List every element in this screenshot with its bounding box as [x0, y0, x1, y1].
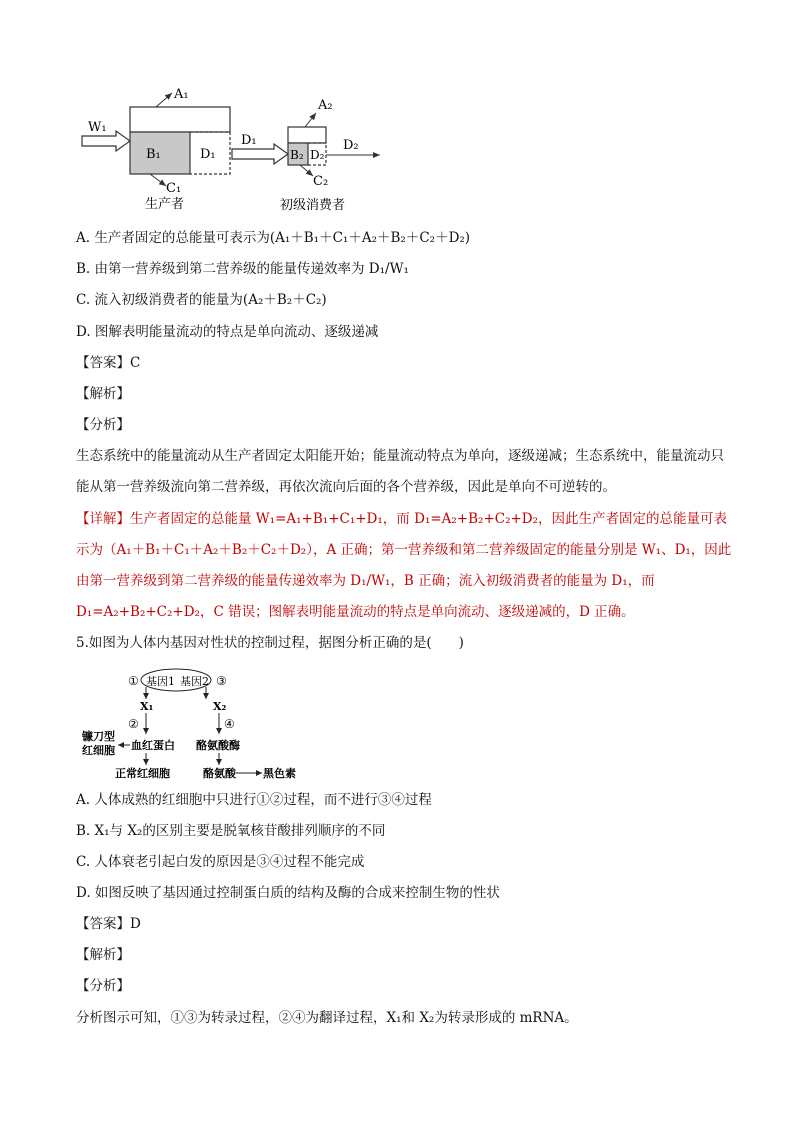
q5-option-d: D. 如图反映了基因通过控制蛋白质的结构及酶的合成来控制生物的性状: [76, 885, 500, 901]
q5-stem: 5.如图为人体内基因对性状的控制过程，据图分析正确的是( ): [76, 635, 464, 651]
consumer-label: 初级消费者: [280, 198, 346, 213]
d1-arrow-label: D₁: [241, 133, 257, 148]
consumer-a-box: [288, 127, 326, 143]
sickle-label-2: 红细胞: [82, 744, 115, 757]
c2-arrow: [300, 165, 313, 176]
circle-4: ④: [224, 717, 235, 731]
b2-label: B₂: [290, 148, 304, 162]
d1-box-label: D₁: [200, 147, 216, 162]
d2-box-label: D₂: [310, 148, 325, 162]
a2-arrow: [305, 113, 316, 127]
q5-fenxi-heading: 【分析】: [76, 978, 130, 994]
circle-1: ①: [128, 674, 139, 688]
gene-control-diagram: [0, 665, 794, 795]
tyrosine-label: 酪氨酸: [203, 767, 236, 780]
producer-a-box: [130, 107, 230, 132]
c1-arrow: [150, 174, 166, 186]
gene1-label: 基因1: [146, 675, 175, 688]
x2-label: X₂: [213, 700, 227, 713]
q5-answer: 【答案】D: [76, 916, 141, 932]
hemoglobin-label: 血红蛋白: [131, 739, 175, 752]
q5-jiexi-heading: 【解析】: [76, 947, 130, 963]
x1-label: X₁: [140, 700, 154, 713]
q4-detail: [76, 504, 736, 628]
a2-label: A₂: [318, 98, 333, 113]
c1-label: C₁: [166, 181, 182, 196]
energy-flow-diagram: [0, 0, 794, 220]
q4-detail-tag: 【详解】: [76, 511, 130, 527]
gene2-label: 基因2: [180, 675, 209, 688]
q4-option-a: A. 生产者固定的总能量可表示为(A₁＋B₁＋C₁＋A₂＋B₂＋C₂＋D₂): [76, 230, 471, 246]
q4-fenxi-heading: 【分析】: [76, 417, 130, 433]
q4-option-c: C. 流入初级消费者的能量为(A₂＋B₂＋C₂): [76, 292, 327, 308]
q5-option-b: B. X₁与 X₂的区别主要是脱氧核苷酸排列顺序的不同: [76, 823, 386, 839]
sickle-label-1: 镰刀型: [82, 730, 115, 743]
q5-analysis: 分析图示可知，①③为转录过程，②④为翻译过程，X₁和 X₂为转录形成的 mRNA。: [76, 1010, 578, 1026]
q4-analysis: 生态系统中的能量流动从生产者固定太阳能开始；能量流动特点为单向，逐级递减；生态系统中，能量流动只能从第一营养级流向第二营养级，再依次流向后面的各个营养级，因此是单向不可逆转的。: [76, 448, 724, 495]
q5-option-c: C. 人体衰老引起白发的原因是③④过程不能完成: [76, 854, 365, 870]
melanin-label: 黑色素: [263, 767, 296, 780]
q5-option-a: A. 人体成熟的红细胞中只进行①②过程，而不进行③④过程: [76, 792, 432, 808]
q4-jiexi-heading: 【解析】: [76, 386, 130, 402]
q4-answer: 【答案】C: [76, 355, 141, 371]
circle-2: ②: [128, 717, 139, 731]
enzyme-label: 酪氨酸酶: [196, 739, 240, 752]
d2-arrow-label: D₂: [343, 138, 359, 153]
producer-label: 生产者: [145, 197, 185, 212]
q4-option-b: B. 由第一营养级到第二营养级的能量传递效率为 D₁/W₁: [76, 261, 409, 277]
w1-label: W₁: [88, 120, 107, 135]
q4-detail-text: 生产者固定的总能量 W₁=A₁+B₁+C₁+D₁，而 D₁=A₂+B₂+C₂+D₂，因此生产者固定的总能量可表示为（A₁＋B₁＋C₁＋A₂＋B₂＋C₂＋D₂），A 正确；第一营养级和第二营养级固定的能量分别是 W₁、D₁，因此由第一营养级到第二营养级的能量传递效率为 D₁/W₁，B 正确；流入初级消费者的能量为 D₁，而 D₁=A₂+B₂+C₂+D₂，C 错误；图解表明能量流动的特点是单向流动、逐级递减的，D 正确。: [76, 511, 732, 620]
a1-label: A₁: [174, 87, 189, 102]
c2-label: C₂: [313, 174, 329, 189]
circle-3: ③: [216, 674, 227, 688]
a1-arrow: [156, 93, 172, 107]
normal-rbc-label: 正常红细胞: [115, 767, 170, 780]
b1-label: B₁: [146, 147, 161, 162]
q4-option-d: D. 图解表明能量流动的特点是单向流动、逐级递减: [76, 324, 379, 340]
